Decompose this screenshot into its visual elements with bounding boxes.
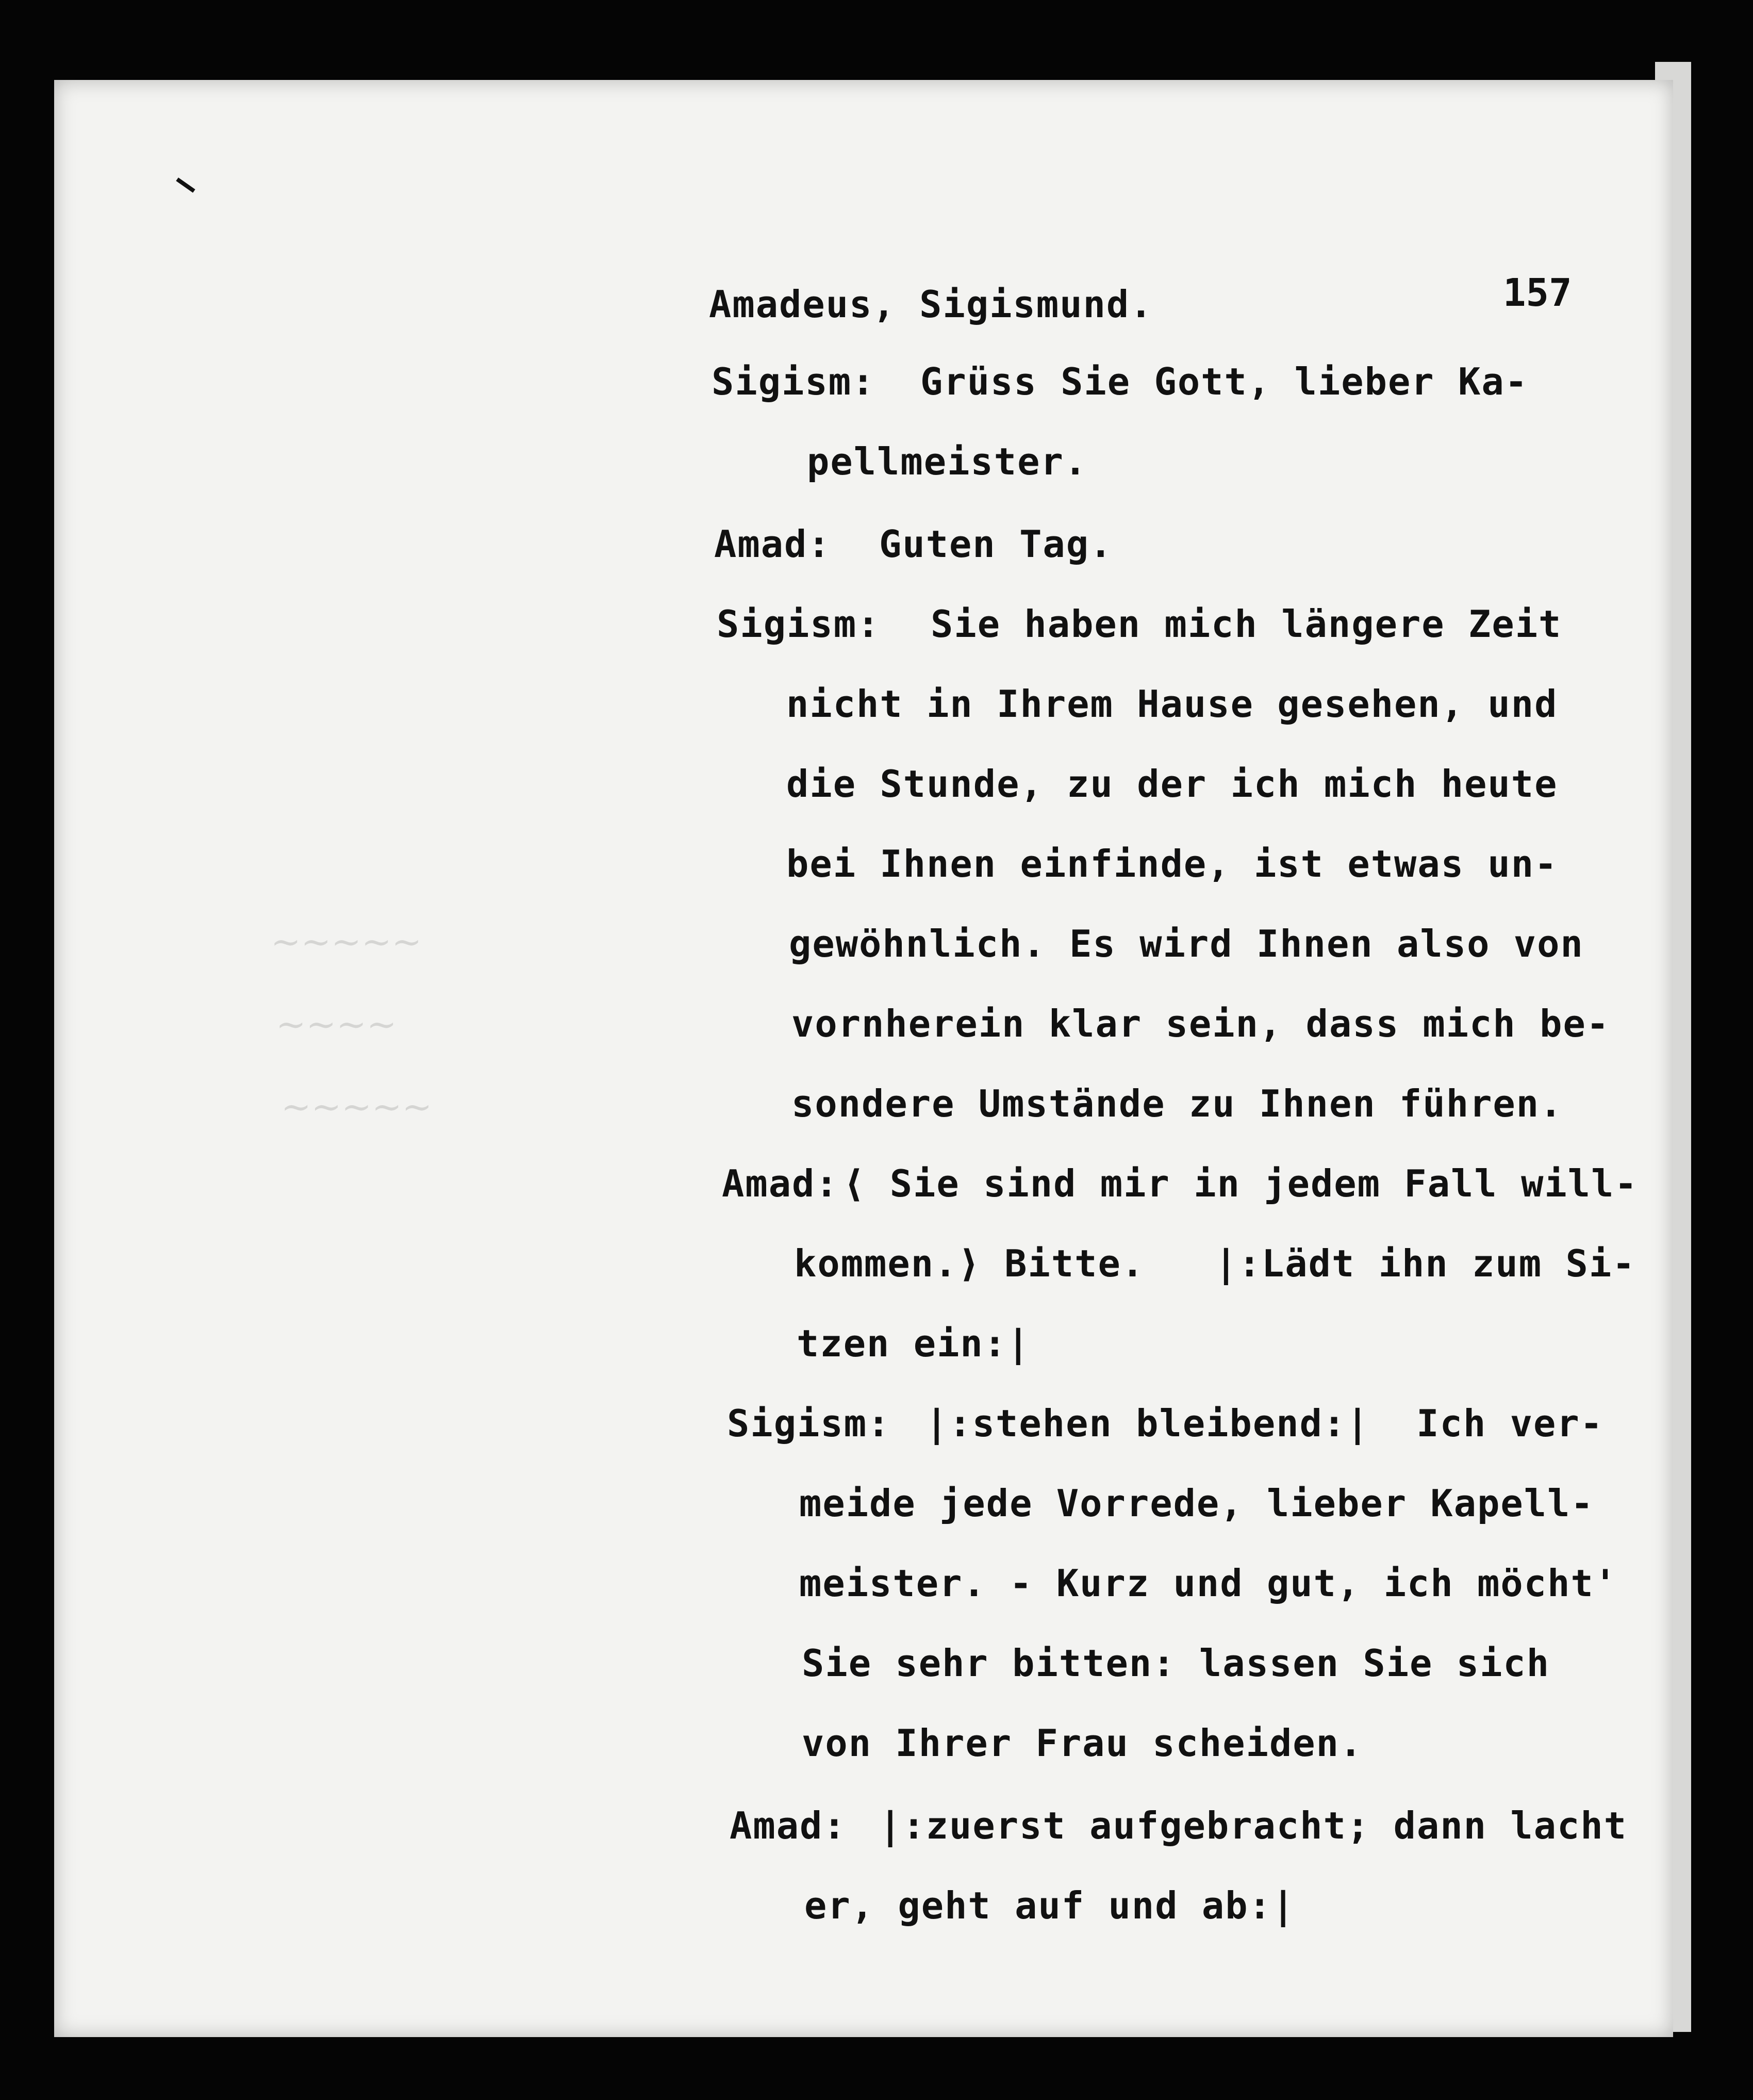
dialogue-line: meide jede Vorrede, lieber Kapell- [799, 1482, 1594, 1525]
stage-direction: er, geht auf und ab:| [804, 1884, 1296, 1927]
dialogue-line: die Stunde, zu der ich mich heute [786, 762, 1558, 806]
dialogue-line: sondere Umstände zu Ihnen führen. [791, 1082, 1563, 1125]
dialogue-line: bei Ihnen einfinde, ist etwas un- [786, 842, 1558, 885]
dialogue-line: |:stehen bleibend:| Ich ver- [925, 1402, 1604, 1445]
pencil-annotation-scribble: ~~~~~ [281, 1086, 433, 1128]
speaker-label: Amad: [730, 1804, 847, 1847]
dialogue-line: kommen.⟩ Bitte. |:Lädt ihn zum Si- [794, 1242, 1636, 1285]
stage-direction: |:zuerst aufgebracht; dann lacht [879, 1804, 1628, 1847]
stray-mark [176, 177, 195, 192]
scene-heading: Amadeus, Sigismund. [709, 283, 1153, 326]
speaker-label: Sigism: [727, 1402, 891, 1445]
dialogue-line: nicht in Ihrem Hause gesehen, und [786, 682, 1558, 726]
speaker-label: Sigism: [712, 360, 875, 403]
dialogue-line: vornherein klar sein, dass mich be- [791, 1002, 1610, 1045]
stage-direction: tzen ein:| [797, 1322, 1031, 1365]
speaker-label: Amad: [722, 1162, 839, 1205]
speaker-label: Amad: [714, 522, 831, 566]
pencil-annotation-scribble: ~~~~ [276, 1003, 397, 1045]
dialogue-line: Sie sehr bitten: lassen Sie sich [802, 1642, 1550, 1685]
dialogue-line: Sie haben mich längere Zeit [931, 602, 1562, 646]
dialogue-line: pellmeister. [807, 440, 1088, 483]
dialogue-line: von Ihrer Frau scheiden. [802, 1721, 1363, 1765]
dialogue-line: Guten Tag. [879, 522, 1113, 566]
dialogue-line: Grüss Sie Gott, lieber Ka- [920, 360, 1529, 403]
pencil-annotation-scribble: ~~~~~ [271, 921, 422, 963]
dialogue-line: ⟨ Sie sind mir in jedem Fall will- [843, 1162, 1638, 1205]
typescript-page [54, 80, 1673, 2037]
dialogue-line: gewöhnlich. Es wird Ihnen also von [789, 922, 1584, 965]
page-number: 157 [1503, 271, 1572, 315]
dialogue-line: meister. - Kurz und gut, ich möcht' [799, 1562, 1618, 1605]
speaker-label: Sigism: [717, 602, 881, 646]
